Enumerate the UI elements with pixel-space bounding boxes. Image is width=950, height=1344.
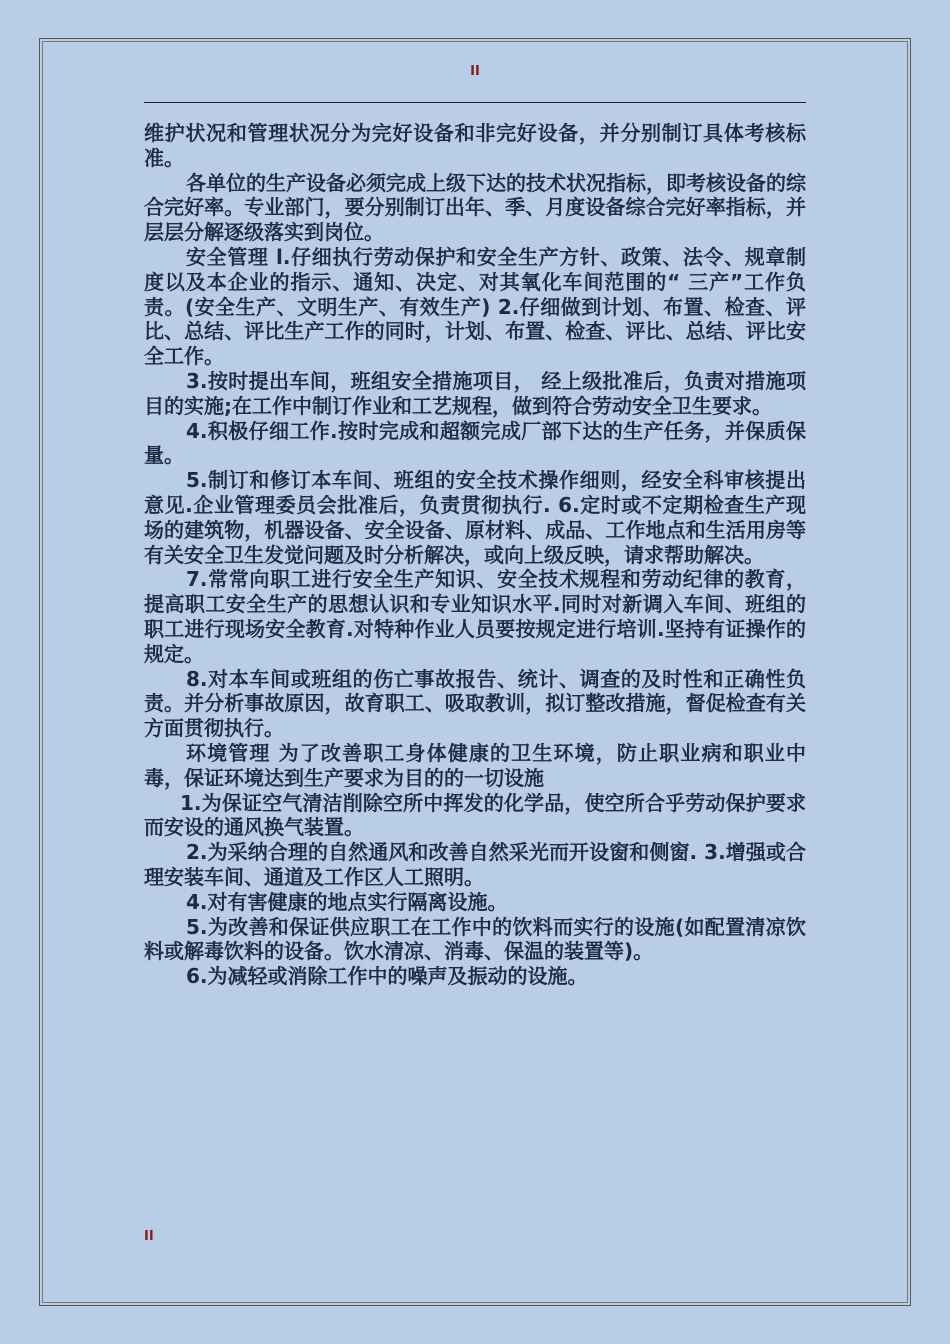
paragraph: 4.积极仔细工作.按时完成和超额完成厂部下达的生产任务，并保质保量。: [144, 418, 806, 468]
paragraph: 5.制订和修订本车间、班组的安全技术操作细则，经安全科审核提出意见.企业管理委员会批准后，负责贯彻执行. 6.定时或不定期检查生产现场的建筑物，机器设备、安全设备、原材料、成品、工作地点和生活用房等有关安全卫生发觉问题及时分析解决，或向上级反映，请求帮助解决。: [144, 468, 806, 567]
paragraph: 安全管理 l.仔细执行劳动保护和安全生产方针、政策、法令、规章制度以及本企业的指示、通知、决定、对其氧化车间范围的“ 三产”工作负责。(安全生产、文明生产、有效生产) 2.仔细做到计划、布置、检查、评比、总结、评比生产工作的同时，计划、布置、检查、评比、总结、评比安全工作。: [144, 244, 806, 369]
paragraph: 2.为采纳合理的自然通风和改善自然采光而开设窗和侧窗. 3.增强或合理安装车间、通道及工作区人工照明。: [144, 840, 806, 889]
paragraph: 4.对有害健康的地点实行隔离设施。: [186, 889, 508, 914]
paragraph: 维护状况和管理状况分为完好设备和非完好设备，并分别制订具体考核标准。: [144, 121, 806, 170]
paragraph: 3.按时提出车间，班组安全措施项目， 经上级批准后，负责对措施项目的实施;在工作中制订作业和工艺规程，做到符合劳动安全卫生要求。: [144, 368, 806, 418]
footer-page-mark: II: [144, 1229, 154, 1244]
paragraph: 环境管理 为了改善职工身体健康的卫生环境，防止职业病和职业中毒，保证环境达到生产要求为目的的一切设施: [144, 740, 806, 790]
paragraph: 1.为保证空气清洁削除空所中挥发的化学品，使空所合乎劳动保护要求而安设的通风换气装置。: [144, 790, 806, 840]
document-body: [144, 121, 806, 989]
paragraph: 6.为减轻或消除工作中的噪声及振动的设施。: [186, 964, 588, 989]
header-page-mark: II: [470, 64, 480, 79]
paragraph: 7.常常向职工进行安全生产知识、安全技术规程和劳动纪律的教育，提高职工安全生产的思想认识和专业知识水平.同时对新调入车间、班组的职工进行现场安全教育.对特种作业人员要按规定进行培训.坚持有证操作的规定。: [144, 567, 806, 666]
header-divider: [144, 102, 806, 103]
paragraph: 各单位的生产设备必须完成上级下达的技术状况指标，即考核设备的综合完好率。专业部门，要分别制订出年、季、月度设备综合完好率指标，并层层分解逐级落实到岗位。: [144, 170, 806, 245]
paragraph: 8.对本车间或班组的伤亡事故报告、统计、调查的及时性和正确性负责。并分析事故原因，故育职工、吸取教训，拟订整改措施，督促检查有关方面贯彻执行。: [144, 666, 806, 741]
paragraph: 5.为改善和保证供应职工在工作中的饮料而实行的设施(如配置清凉饮料或解毒饮料的设备。饮水清凉、消毒、保温的装置等)。: [144, 914, 806, 964]
